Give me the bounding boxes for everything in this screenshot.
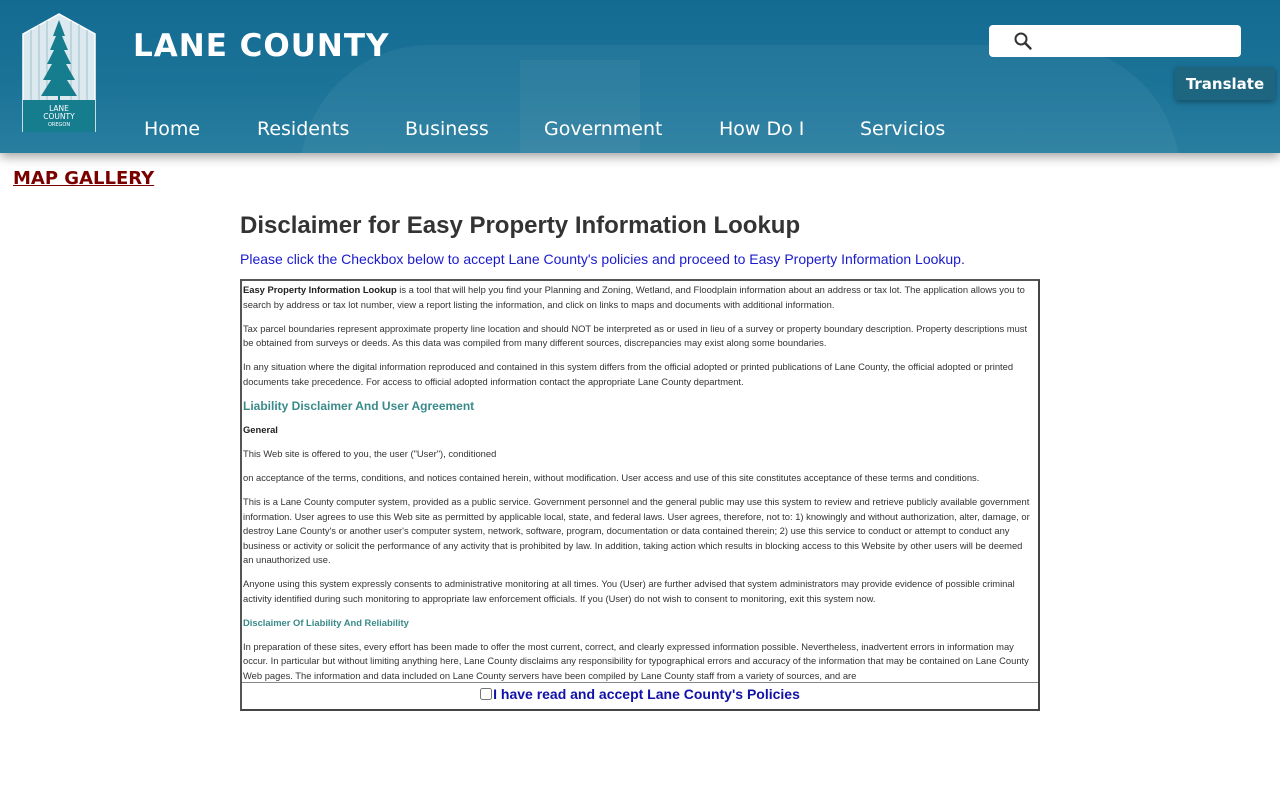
disclaimer-paragraph: This Web site is offered to you, the user ("User"), conditioned bbox=[243, 448, 497, 459]
disclaimer-scroll-area[interactable] bbox=[242, 281, 1038, 683]
nav-residents[interactable]: Residents bbox=[257, 118, 350, 140]
translate-button[interactable]: Translate bbox=[1175, 67, 1275, 100]
intro-text: is a tool that will help you find your Planning and Zoning, Wetland, and Floodplain information about an address or tax lot. The application allows you to search by address or tax lot number, view a report listing the information, and click on links to maps and documents with additional information. bbox=[243, 284, 1025, 310]
heading-liability-agreement: Liability Disclaimer And User Agreement bbox=[243, 398, 475, 413]
accept-policies-checkbox[interactable] bbox=[480, 688, 492, 700]
disclaimer-paragraph-intro bbox=[243, 283, 1034, 312]
site-title[interactable]: LANE COUNTY bbox=[133, 28, 390, 64]
disclaimer-paragraph: on acceptance of the terms, conditions, and notices contained herein, without modification. User access and use of this site constitutes acceptance of these terms and conditions. bbox=[243, 472, 980, 483]
heading-general: General bbox=[243, 424, 278, 435]
lane-county-logo-icon[interactable] bbox=[21, 12, 97, 132]
accept-policies-label[interactable]: I have read and accept Lane County's Policies bbox=[493, 686, 800, 702]
nav-how-do-i[interactable]: How Do I bbox=[719, 118, 805, 140]
svg-text:COUNTY: COUNTY bbox=[43, 112, 75, 121]
disclaimer-paragraph: In any situation where the digital information reproduced and contained in this system differs from the official adopted or printed publications of Lane County, the official adopted or printed documents take precedence. For access to official adopted information contact the appropriate Lane County department. bbox=[243, 361, 1014, 387]
page-title: Disclaimer for Easy Property Information Lookup bbox=[240, 212, 801, 239]
nav-business[interactable]: Business bbox=[405, 118, 489, 140]
accept-row bbox=[242, 683, 1038, 709]
disclaimer-paragraph: Anyone using this system expressly consents to administrative monitoring at all times. You (User) are further advised that system administrators may provide evidence of possible criminal activity identified during such monitoring to appropriate law enforcement officials. If you (User) do not wish to consent to monitoring, exit this system now. bbox=[243, 578, 1015, 604]
svg-text:OREGON: OREGON bbox=[47, 122, 71, 128]
map-gallery-link[interactable]: MAP GALLERY bbox=[13, 168, 155, 189]
instruction-text: Please click the Checkbox below to accept Lane County's policies and proceed to Easy Property Information Lookup. bbox=[240, 251, 965, 267]
disclaimer-frame bbox=[240, 279, 1040, 711]
svg-text:LANE: LANE bbox=[49, 104, 69, 113]
disclaimer-paragraph: In preparation of these sites, every effort has been made to offer the most current, correct, and clearly expressed information possible. Nevertheless, inadvertent errors in information may occur. In particular but without limiting anything here, Lane County disclaims any responsibility for typographical errors and accuracy of the information that may be contained on Lane County Web pages. The information and data included on Lane County servers have been compiled by Lane County staff from a variety of sources, and are bbox=[243, 640, 1029, 681]
heading-liability-reliability: Disclaimer Of Liability And Reliability bbox=[243, 616, 409, 628]
disclaimer-paragraph: This is a Lane County computer system, provided as a public service. Government personnel and the general public may use this system to review and retrieve publicly available government information. User agrees to use this Web site as permitted by applicable local, state, and federal laws. User agrees, therefore, not to: 1) knowingly and without authorization, alter, damage, or destroy Lane County's or another user's computer system, network, software, program, documentation or data contained therein; 2) use this service to conduct or attempt to conduct any business or activity or solicit the performance of any activity that is prohibited by law. In addition, taking action which results in blocking access to this Website by other users will be deemed an unauthorized use. bbox=[243, 496, 1030, 565]
search-input[interactable] bbox=[1041, 29, 1231, 53]
nav-home[interactable]: Home bbox=[144, 118, 201, 140]
search-icon[interactable] bbox=[1013, 31, 1033, 51]
disclaimer-paragraph: Tax parcel boundaries represent approximate property line location and should NOT be interpreted as or used in lieu of a survey or property boundary description. Property descriptions must be obtained from surveys or deeds. As this data was compiled from many different sources, discrepancies may exist along some boundaries. bbox=[243, 322, 1028, 348]
site-header bbox=[0, 0, 1280, 153]
search-box[interactable] bbox=[989, 25, 1241, 57]
nav-servicios[interactable]: Servicios bbox=[860, 118, 946, 140]
nav-government[interactable]: Government bbox=[544, 118, 663, 140]
app-name-bold: Easy Property Information Lookup bbox=[243, 284, 397, 295]
